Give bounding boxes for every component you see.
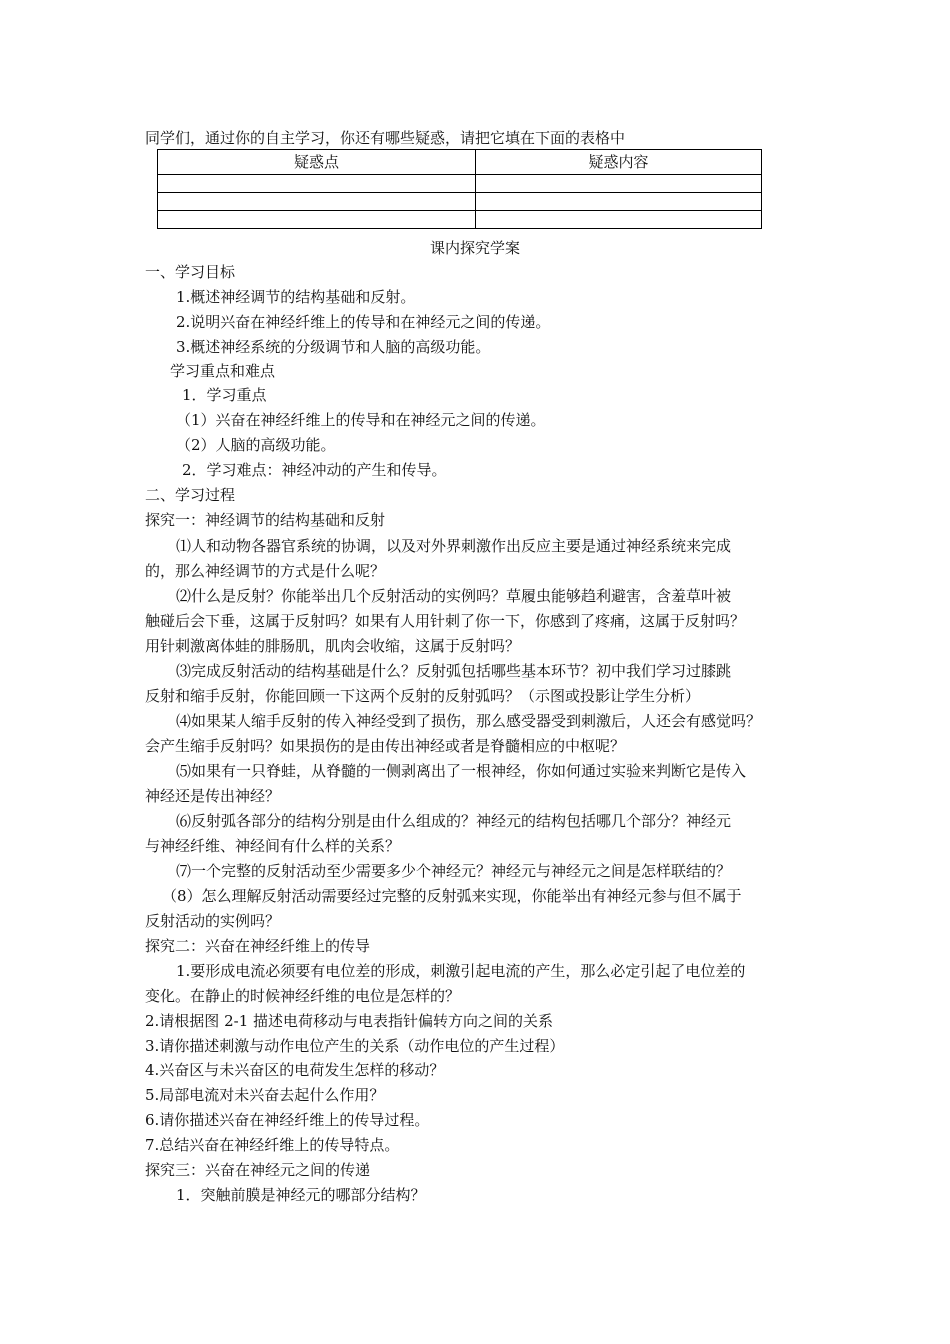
text-line: 3.请你描述刺激与动作电位产生的关系（动作电位的产生过程） [145,1037,565,1055]
text-line: 2.说明兴奋在神经纤维上的传导和在神经元之间的传递。 [176,313,551,331]
text-line: 的，那么神经调节的方式是什么呢？ [145,562,386,580]
doc-title: 课内探究学案 [429,239,520,257]
header-question-point: 疑惑点 [158,150,476,175]
section-heading: 二、学习过程 [145,486,236,504]
text-line: ⑹反射弧各部分的结构分别是由什么组成的？神经元的结构包括哪几个部分？神经元 [176,812,732,830]
text-line: （1）兴奋在神经纤维上的传导和在神经元之间的传递。 [176,411,546,429]
text-line: 2．学习难点：神经冲动的产生和传导。 [182,461,447,479]
text-line: ⑶完成反射活动的结构基础是什么？反射弧包括哪些基本环节？初中我们学习过膝跳 [176,662,732,680]
text-line: 5.局部电流对未兴奋去起什么作用？ [145,1086,385,1104]
text-line: 7.总结兴奋在神经纤维上的传导特点。 [145,1136,400,1154]
text-line: 1.要形成电流必须要有电位差的形成，刺激引起电流的产生，那么必定引起了电位差的 [176,962,746,980]
text-line: 1．突触前膜是神经元的哪部分结构？ [176,1186,426,1204]
text-line: 4.兴奋区与未兴奋区的电荷发生怎样的移动？ [145,1061,445,1079]
text-line: 触碰后会下垂，这属于反射吗？如果有人用针刺了你一下，你感到了疼痛，这属于反射吗？ [145,612,746,630]
section-heading: 一、学习目标 [145,263,236,281]
text-line: （2）人脑的高级功能。 [176,436,336,454]
table-cell[interactable] [476,211,762,229]
text-line: 2.请根据图 2-1 描述电荷移动与电表指针偏转方向之间的关系 [145,1012,554,1030]
text-line: 会产生缩手反射吗？如果损伤的是由传出神经或者是脊髓相应的中枢呢？ [145,737,626,755]
text-line: 反射和缩手反射，你能回顾一下这两个反射的反射弧吗？（示图或投影让学生分析） [145,687,701,705]
subheading: 探究二：兴奋在神经纤维上的传导 [145,937,371,955]
table-cell[interactable] [158,211,476,229]
text-line: ⑷如果某人缩手反射的传入神经受到了损伤，那么感受器受到刺激后，人还会有感觉吗？ [176,712,762,730]
text-line: 1.概述神经调节的结构基础和反射。 [176,288,416,306]
text-line: 变化。在静止的时候神经纤维的电位是怎样的？ [145,987,461,1005]
table-row [158,193,762,211]
subheading: 学习重点和难点 [170,362,276,380]
header-question-content: 疑惑内容 [476,150,762,175]
table-cell[interactable] [476,193,762,211]
text-line: 1．学习重点 [182,386,267,404]
text-line: ⑸如果有一只脊蛙，从脊髓的一侧剥离出了一根神经，你如何通过实验来判断它是传入 [176,762,747,780]
text-line: ⑴人和动物各器官系统的协调，以及对外界刺激作出反应主要是通过神经系统来完成 [176,537,732,555]
table-cell[interactable] [476,175,762,193]
table-header-row [158,150,762,175]
text-line: 用针刺激离体蛙的腓肠肌，肌肉会收缩，这属于反射吗？ [145,637,521,655]
table-row [158,211,762,229]
subheading: 探究三：兴奋在神经元之间的传递 [145,1161,371,1179]
table-row [158,175,762,193]
text-line: ⑺一个完整的反射活动至少需要多少个神经元？神经元与神经元之间是怎样联结的？ [176,862,732,880]
table-cell[interactable] [158,175,476,193]
text-line: 神经还是传出神经？ [145,787,281,805]
text-line: 反射活动的实例吗？ [145,912,281,930]
text-line: 3.概述神经系统的分级调节和人脑的高级功能。 [176,338,491,356]
table-cell[interactable] [158,193,476,211]
subheading: 探究一：神经调节的结构基础和反射 [145,511,386,529]
intro-text: 同学们，通过你的自主学习，你还有哪些疑惑，请把它填在下面的表格中 [145,129,626,147]
text-line: （8）怎么理解反射活动需要经过完整的反射弧来实现，你能举出有神经元参与但不属于 [162,887,742,905]
question-table [157,149,762,229]
text-line: ⑵什么是反射？你能举出几个反射活动的实例吗？草履虫能够趋利避害，含羞草叶被 [176,587,732,605]
text-line: 6.请你描述兴奋在神经纤维上的传导过程。 [145,1111,430,1129]
text-line: 与神经纤维、神经间有什么样的关系？ [145,837,401,855]
